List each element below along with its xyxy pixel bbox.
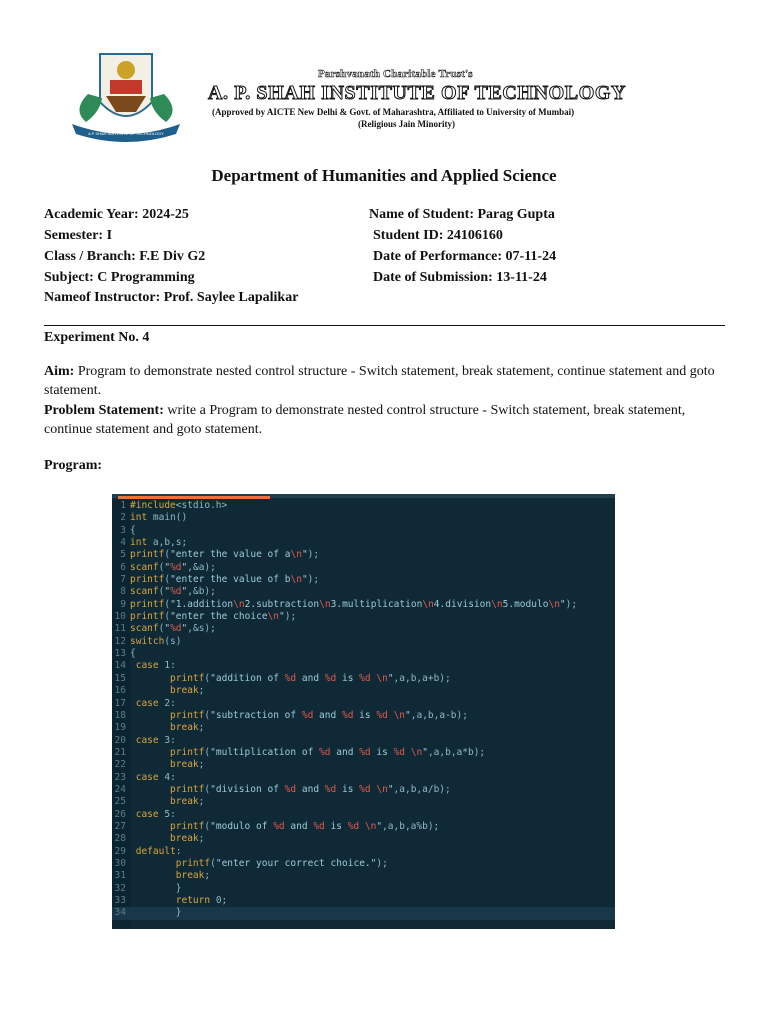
code-line [112, 611, 615, 623]
code-lines [112, 500, 615, 920]
date-of-submission: Date of Submission: 13-11-24 [373, 270, 547, 285]
line-number: 26 [114, 808, 126, 820]
code-line [112, 636, 615, 648]
instructor: Nameof Instructor: Prof. Saylee Lapalikar [44, 290, 299, 305]
code-text: printf("division of %d and %d is %d \n",a,b,a/b); [170, 783, 451, 795]
code-text: printf("1.addition\n2.subtraction\n3.multiplication\n4.division\n5.modulo\n"); [130, 598, 578, 610]
code-line [112, 796, 615, 808]
code-text: } [130, 882, 182, 894]
code-line [112, 858, 615, 870]
line-number: 34 [114, 907, 126, 919]
line-number: 13 [114, 648, 126, 660]
problem-text: write a Program to demonstrate nested control structure - Switch statement, break statement, continue statement and goto statement. [44, 403, 686, 437]
line-number: 6 [120, 561, 126, 573]
class-branch: Class / Branch: F.E Div G2 [44, 249, 206, 264]
code-line [112, 747, 615, 759]
code-line [112, 698, 615, 710]
code-line [112, 895, 615, 907]
subject: Subject: C Programming [44, 270, 195, 285]
line-number: 8 [120, 586, 126, 598]
code-text: int main() [130, 512, 188, 524]
line-number: 18 [114, 709, 126, 721]
svg-text:A P SHAH INSTITUTE OF TECHNOLO: A P SHAH INSTITUTE OF TECHNOLOGY [88, 131, 164, 136]
line-number: 1 [120, 500, 126, 511]
code-text: } [130, 907, 182, 919]
academic-year: Academic Year: 2024-25 [44, 207, 189, 222]
code-line [112, 574, 615, 586]
code-line [112, 549, 615, 561]
problem-label: Problem Statement: [44, 403, 164, 418]
line-number: 25 [114, 796, 126, 808]
code-line [112, 599, 615, 611]
code-text: printf("modulo of %d and %d is %d \n",a,b,a%b); [170, 820, 440, 832]
code-text: scanf("%d",&b); [130, 586, 216, 598]
code-text: break; [170, 759, 205, 771]
code-line [112, 660, 615, 672]
code-line [112, 722, 615, 734]
code-line [112, 846, 615, 858]
aim-text: Program to demonstrate nested control structure - Switch statement, break statement, continue statement and goto statement. [44, 364, 715, 398]
minority-note: (Religious Jain Minority) [358, 119, 455, 129]
line-number: 19 [114, 722, 126, 734]
code-text: { [130, 524, 136, 536]
code-line [112, 537, 615, 549]
line-number: 20 [114, 734, 126, 746]
code-line [112, 525, 615, 537]
code-line [112, 735, 615, 747]
code-text: case 5: [135, 808, 176, 820]
code-text: printf("addition of %d and %d is %d \n",a,b,a+b); [170, 672, 451, 684]
trust-name: Parshvanath Charitable Trust's [318, 68, 473, 80]
line-number: 30 [114, 857, 126, 869]
code-text: case 2: [135, 697, 176, 709]
line-number: 23 [114, 771, 126, 783]
line-number: 17 [114, 697, 126, 709]
line-number: 16 [114, 685, 126, 697]
code-line [112, 500, 615, 512]
line-number: 32 [114, 882, 126, 894]
code-line [112, 759, 615, 771]
code-line [112, 784, 615, 796]
divider [44, 325, 725, 326]
line-number: 24 [114, 783, 126, 795]
line-number: 14 [114, 660, 126, 672]
code-text: printf("subtraction of %d and %d is %d \n",a,b,a-b); [170, 709, 468, 721]
code-line [112, 648, 615, 660]
code-line [112, 870, 615, 882]
code-text: { [130, 648, 136, 660]
line-number: 31 [114, 870, 126, 882]
code-text: break; [170, 722, 205, 734]
code-line [112, 586, 615, 598]
aim-label: Aim: [44, 364, 75, 379]
code-text: switch(s) [130, 635, 182, 647]
code-text: #include<stdio.h> [130, 500, 228, 511]
code-text: case 3: [135, 734, 176, 746]
semester: Semester: I [44, 228, 113, 243]
line-number: 33 [114, 895, 126, 906]
code-line [112, 673, 615, 685]
date-of-performance: Date of Performance: 07-11-24 [373, 249, 557, 264]
department-title: Department of Humanities and Applied Science [211, 166, 557, 185]
code-line [112, 821, 615, 833]
line-number: 10 [114, 611, 126, 623]
code-text: printf("enter the choice\n"); [130, 611, 297, 623]
experiment-number: Experiment No. 4 [44, 330, 150, 345]
code-text: printf("enter the value of a\n"); [130, 549, 320, 561]
line-number: 15 [114, 672, 126, 684]
code-text: return 0; [175, 895, 228, 906]
code-text: scanf("%d",&a); [130, 561, 216, 573]
code-line [112, 710, 615, 722]
student-id: Student ID: 24106160 [373, 228, 503, 243]
code-line [112, 809, 615, 821]
code-text: break; [170, 833, 205, 845]
line-number: 21 [114, 746, 126, 758]
code-text: case 4: [135, 771, 176, 783]
code-line [112, 833, 615, 845]
code-line [112, 512, 615, 524]
code-text: break; [170, 796, 205, 808]
code-line [112, 685, 615, 697]
line-number: 3 [120, 524, 126, 536]
line-number: 9 [120, 598, 126, 610]
code-text: printf("multiplication of %d and %d is %d \n",a,b,a*b); [170, 746, 486, 758]
code-line [112, 907, 615, 919]
line-number: 22 [114, 759, 126, 771]
line-number: 29 [114, 845, 126, 857]
line-number: 2 [120, 512, 126, 524]
letterhead [66, 50, 626, 146]
code-text: scanf("%d",&s); [130, 623, 216, 635]
line-number: 12 [114, 635, 126, 647]
active-tab-indicator [118, 496, 270, 499]
student-name: Name of Student: Parag Gupta [369, 207, 555, 222]
code-text: printf("enter the value of b\n"); [130, 574, 320, 586]
code-line [112, 562, 615, 574]
code-text: break; [175, 870, 211, 882]
program-label: Program: [44, 458, 103, 473]
line-number: 27 [114, 820, 126, 832]
code-text: default: [135, 845, 182, 857]
line-number: 5 [120, 549, 126, 561]
code-text: case 1: [135, 660, 176, 672]
aim-paragraph [44, 362, 724, 400]
code-text: int a,b,s; [130, 537, 188, 549]
code-line [112, 883, 615, 895]
code-line [112, 623, 615, 635]
institute-crest-logo [66, 50, 186, 142]
line-number: 11 [114, 623, 126, 635]
line-number: 7 [120, 574, 126, 586]
line-number: 28 [114, 833, 126, 845]
institute-name: A. P. SHAH INSTITUTE OF TECHNOLOGY [208, 82, 627, 104]
code-text: break; [170, 685, 205, 697]
problem-paragraph [44, 401, 724, 439]
code-screenshot [112, 494, 615, 929]
code-text: printf("enter your correct choice."); [175, 857, 388, 869]
line-number: 4 [120, 537, 126, 549]
code-line [112, 772, 615, 784]
approval-note: (Approved by AICTE New Delhi & Govt. of Maharashtra, Affiliated to University of Mumbai) [212, 107, 575, 117]
